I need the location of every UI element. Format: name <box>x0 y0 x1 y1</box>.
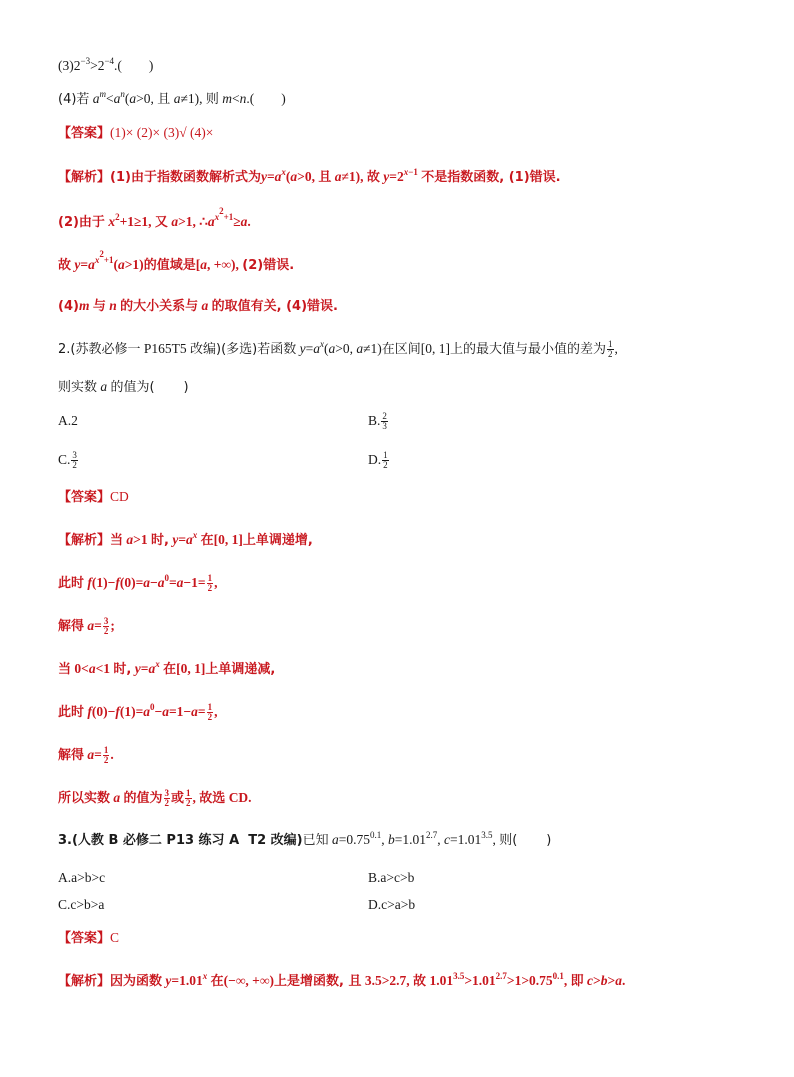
q2-option-c: C. $\frac{3}{2}$ <box>58 450 77 471</box>
q2-option-a: A.2 <box>58 413 78 428</box>
q1-item-4: (4)若 $a^m<a^n(a>0$, 且 a≠1), 则 m<n.( ) <box>58 89 286 107</box>
q2-analysis-1: 【解析】当 a>1 时, $y=a^x$ 在[0, 1]上单调递增, <box>58 530 313 548</box>
q3-analysis: 【解析】因为函数 $y=1.01^x$ 在(−∞, +∞)上是增函数, 且 3.5>2.7, 故 $1.01^{3.5}>1.01^{2.7}>1>0.75^{0.1}$, 即 c>b>a. <box>58 971 626 989</box>
q2-answer: 【答案】CD <box>58 489 129 505</box>
q1-item-3: $(3)2^{-3}>2^{-4}$.( ) <box>58 56 154 73</box>
q2-analysis-4: 当 0<a<1 时, $y=a^x$ 在[0, 1]上单调递减, <box>58 659 276 677</box>
q1-answer <box>58 124 213 143</box>
q2-analysis-3: 解得 a= $\frac{3}{2}$ ; <box>58 616 115 637</box>
q2-option-b: B. $\frac{2}{3}$ <box>368 411 387 432</box>
q2-analysis-7: 所以实数 a 的值为 $\frac{3}{2}$ 或 $\frac{1}{2}$ , 故选 CD. <box>58 788 252 809</box>
q3-option-c: C.c>b>a <box>58 897 105 912</box>
q2-analysis-2: 此时 $f(1)-f(0)=a-a^0=a-1=$ $\frac{1}{2}$ , <box>58 573 218 594</box>
q1-analysis-3: 故 $y=a^{x^2+1}(a>1)$的值域是[a, +∞), (2)错误. <box>58 249 295 273</box>
q1-analysis-2: (2)由于 $x^2+1\ge 1$, 又 a>1, $\therefore a^{x^2+1}\ge a$. <box>58 206 251 230</box>
q3-option-b: B.a>c>b <box>368 870 415 885</box>
answer-body: (1)× (2)× (3)√ (4)× <box>110 125 214 140</box>
q3-answer: 【答案】C <box>58 930 120 946</box>
q3-stem: 3.(人教 B 必修二 P13 练习 A T2 改编)已知 $a=0.75^{0.1}$, $b=1.01^{2.7}$, $c=1.01^{3.5}$, 则( ) <box>58 830 552 848</box>
q2-stem-1: 2.(苏教必修一 P165T5 改编)(多选)若函数 $y=a^x(a>0$, a≠1)在区间[0, 1]上的最大值与最小值的差为 $\frac{1}{2}$ , <box>58 339 618 360</box>
q2-analysis-6: 解得 a= $\frac{1}{2}$ . <box>58 745 114 766</box>
q1-analysis-1: 【解析】(1)由于指数函数解析式为$y=a^x(a>0$, 且 a≠1), 故 $y=2^{x-1}$ 不是指数函数, (1)错误. <box>58 167 561 185</box>
answer-tag: 【答案】 <box>58 126 111 141</box>
q2-option-d: D. $\frac{1}{2}$ <box>368 450 388 471</box>
q1-analysis-4: (4)m 与 n 的大小关系与 a 的取值有关, (4)错误. <box>58 298 338 314</box>
q2-stem-2: 则实数 a 的值为( ) <box>58 379 189 395</box>
q3-option-a: A.a>b>c <box>58 870 106 885</box>
q3-option-d: D.c>a>b <box>368 897 416 912</box>
q2-analysis-5: 此时 $f(0)-f(1)=a^0-a=1-a=$ $\frac{1}{2}$ , <box>58 702 218 723</box>
